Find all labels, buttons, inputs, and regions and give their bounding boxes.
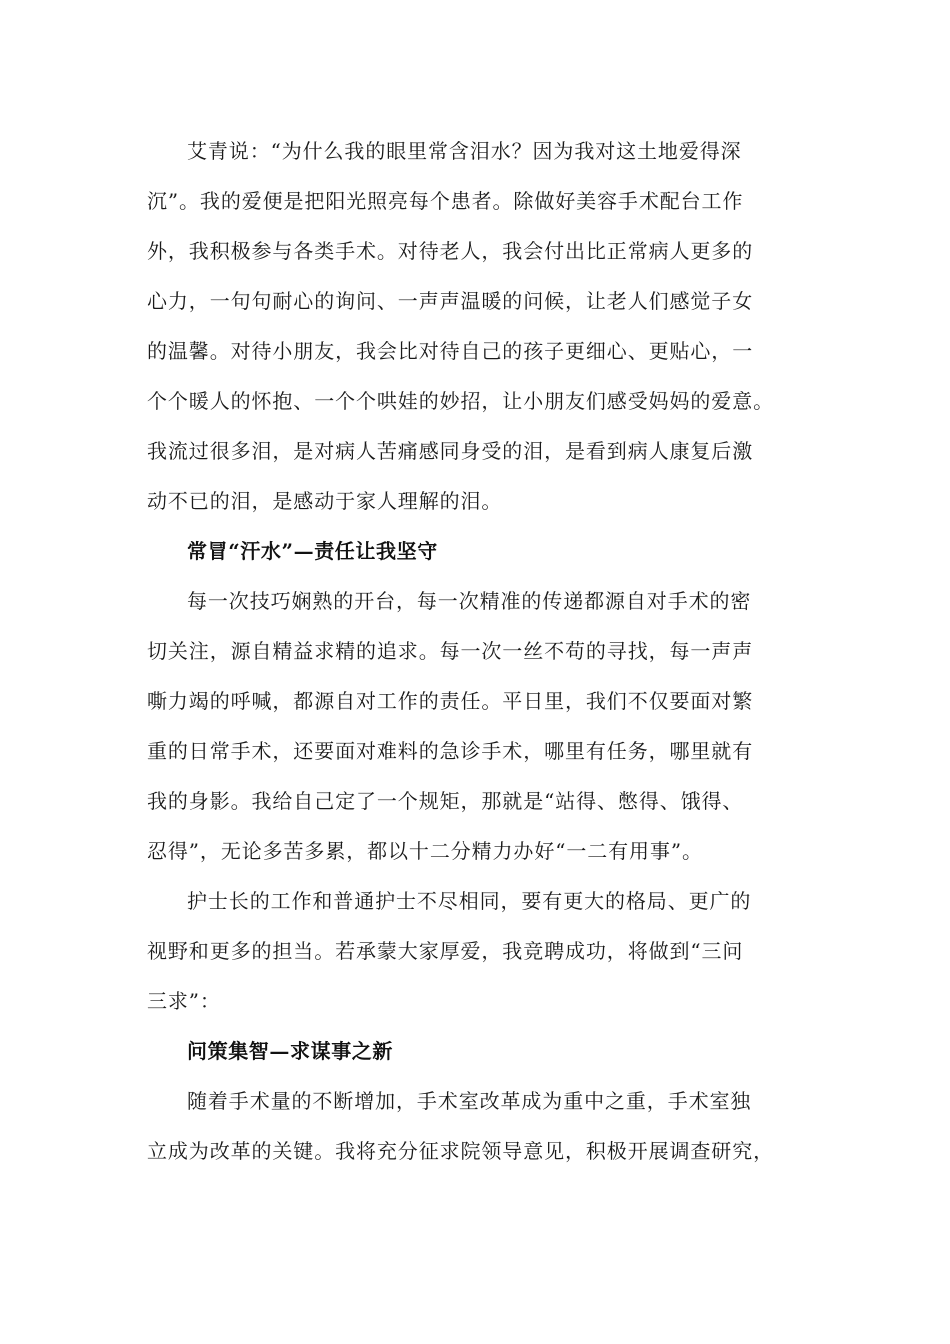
paragraph-line: 三求”： <box>147 989 221 1013</box>
paragraph-line: 我流过很多泪，是对病人苦痛感同身受的泪，是看到病人康复后激 <box>147 439 754 463</box>
document-body <box>147 126 807 1176</box>
paragraph-line: 我的身影。我给自己定了一个规矩，那就是“站得、憋得、饿得、 <box>147 789 744 813</box>
section-heading-sweat: 常冒“汗水”—责任让我坚守 <box>187 539 438 563</box>
paragraph-line: 护士长的工作和普通护士不尽相同，要有更大的格局、更广的 <box>187 889 752 913</box>
paragraph-line: 重的日常手术，还要面对难料的急诊手术，哪里有任务，哪里就有 <box>147 739 754 763</box>
paragraph-line: 个个暖人的怀抱、一个个哄娃的妙招，让小朋友们感受妈妈的爱意。 <box>147 389 774 413</box>
paragraph-line: 外，我积极参与各类手术。对待老人，我会付出比正常病人更多的 <box>147 239 754 263</box>
paragraph-1 <box>147 126 807 526</box>
paragraph-line: 心力，一句句耐心的询问、一声声温暖的问候，让老人们感觉子女 <box>147 289 754 313</box>
paragraph-line: 的温馨。对待小朋友，我会比对待自己的孩子更细心、更贴心，一 <box>147 339 754 363</box>
paragraph-line: 沉”。我的爱便是把阳光照亮每个患者。除做好美容手术配台工作 <box>147 189 744 213</box>
paragraph-line: 视野和更多的担当。若承蒙大家厚爱，我竞聘成功，将做到“三问 <box>147 939 744 963</box>
paragraph-3 <box>147 876 807 1026</box>
section-heading-strategy: 问策集智—求谋事之新 <box>187 1039 393 1063</box>
paragraph-line: 切关注，源自精益求精的追求。每一次一丝不苟的寻找，每一声声 <box>147 639 754 663</box>
paragraph-line: 随着手术量的不断增加，手术室改革成为重中之重，手术室独 <box>187 1089 752 1113</box>
paragraph-line: 忍得”，无论多苦多累，都以十二分精力办好“一二有用事”。 <box>147 839 703 863</box>
paragraph-4 <box>147 1076 807 1176</box>
paragraph-line: 立成为改革的关键。我将充分征求院领导意见，积极开展调查研究， <box>147 1139 774 1163</box>
paragraph-line: 嘶力竭的呼喊，都源自对工作的责任。平日里，我们不仅要面对繁 <box>147 689 754 713</box>
paragraph-line: 动不已的泪，是感动于家人理解的泪。 <box>147 489 503 513</box>
paragraph-line: 艾青说：“为什么我的眼里常含泪水？因为我对这土地爱得深 <box>187 139 742 163</box>
paragraph-line: 每一次技巧娴熟的开台，每一次精准的传递都源自对手术的密 <box>187 589 752 613</box>
paragraph-2 <box>147 576 807 876</box>
